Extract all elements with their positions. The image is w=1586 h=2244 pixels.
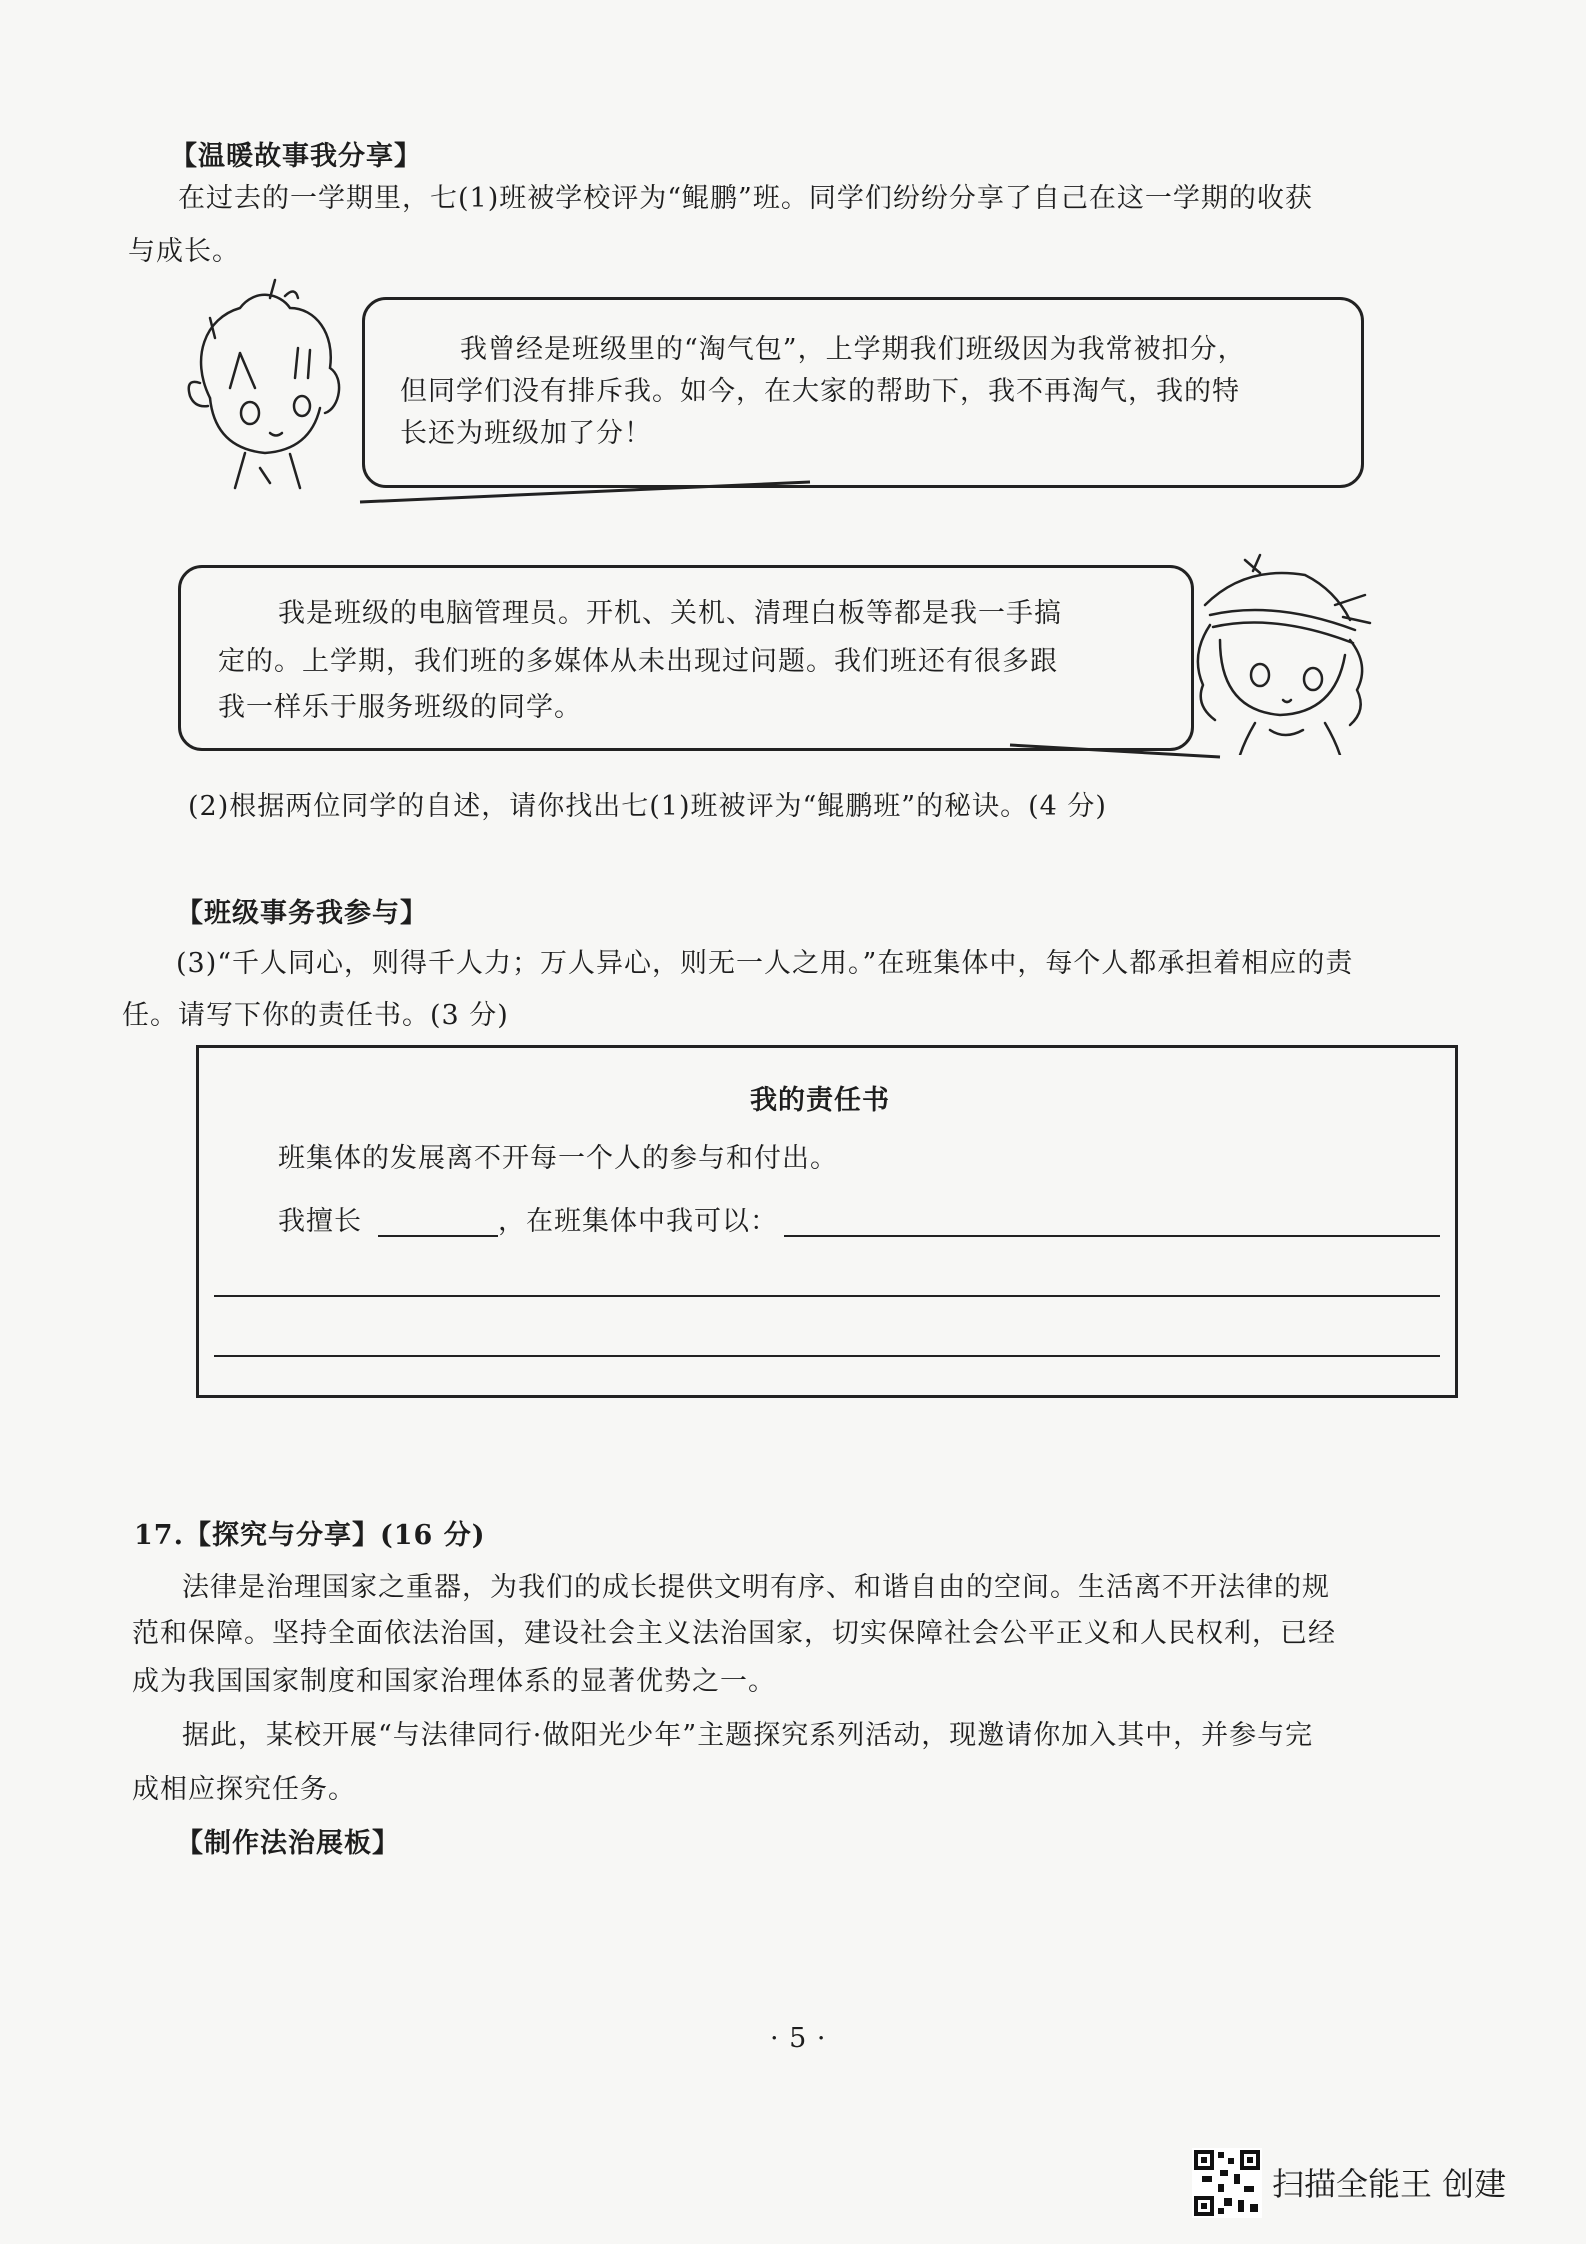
q17-paragraph1-line3: 成为我国国家制度和国家治理体系的显著优势之一。 — [132, 1666, 776, 1697]
responsibility-letter-title: 我的责任书 — [750, 1085, 890, 1116]
bubble1-line2: 但同学们没有排斥我。如今，在大家的帮助下，我不再淘气，我的特 — [400, 376, 1240, 407]
section-heading-class-affairs: 【班级事务我参与】 — [176, 898, 428, 929]
answer-line-3[interactable] — [214, 1355, 1440, 1357]
answer-line-2[interactable] — [214, 1295, 1440, 1297]
q17-paragraph2-line1: 据此，某校开展“与法律同行·做阳光少年”主题探究系列活动，现邀请你加入其中，并参与完 — [182, 1720, 1314, 1751]
question-3-line2: 任。请写下你的责任书。(3 分) — [122, 1000, 509, 1031]
answer-line-1[interactable] — [784, 1235, 1440, 1237]
responsibility-letter-middle: ，在班集体中我可以： — [498, 1206, 778, 1237]
bubble-tail-boy — [350, 470, 820, 510]
bubble2-line3: 我一样乐于服务班级的同学。 — [218, 692, 582, 723]
responsibility-letter-line1: 班集体的发展离不开每一个人的参与和付出。 — [278, 1143, 838, 1174]
boy-illustration — [170, 278, 360, 508]
responsibility-letter-prefix: 我擅长 — [278, 1206, 362, 1237]
girl-illustration — [1185, 545, 1385, 755]
bubble1-line1: 我曾经是班级里的“淘气包”，上学期我们班级因为我常被扣分， — [460, 334, 1246, 365]
intro-line-2: 与成长。 — [128, 236, 240, 267]
q17-subheading: 【制作法治展板】 — [176, 1828, 400, 1859]
bubble2-line2: 定的。上学期，我们班的多媒体从未出现过问题。我们班还有很多跟 — [218, 646, 1058, 677]
bubble1-line3: 长还为班级加了分！ — [400, 418, 652, 449]
specialty-blank[interactable] — [378, 1235, 498, 1237]
qr-code-icon — [1192, 2148, 1262, 2218]
q17-paragraph1-line2: 范和保障。坚持全面依法治国，建设社会主义法治国家，切实保障社会公平正义和人民权利，已经 — [132, 1618, 1336, 1649]
bubble2-line1: 我是班级的电脑管理员。开机、关机、清理白板等都是我一手搞 — [278, 598, 1062, 629]
scanner-watermark: 扫描全能王 创建 — [1272, 2165, 1507, 2203]
page-number: · 5 · — [770, 2023, 827, 2054]
intro-line-1: 在过去的一学期里，七(1)班被学校评为“鲲鹏”班。同学们纷纷分享了自己在这一学期的收获 — [178, 183, 1313, 214]
q17-paragraph1-line1: 法律是治理国家之重器，为我们的成长提供文明有序、和谐自由的空间。生活离不开法律的规 — [182, 1572, 1330, 1603]
section-heading-warm-stories: 【温暖故事我分享】 — [170, 141, 422, 172]
question-17-heading: 17.【探究与分享】(16 分) — [134, 1520, 486, 1551]
question-2: (2)根据两位同学的自述，请你找出七(1)班被评为“鲲鹏班”的秘诀。(4 分) — [188, 791, 1107, 822]
q17-paragraph2-line2: 成相应探究任务。 — [132, 1774, 356, 1805]
question-3-line1: (3)“千人同心，则得千人力；万人异心，则无一人之用。”在班集体中，每个人都承担着相应的责 — [176, 948, 1354, 979]
